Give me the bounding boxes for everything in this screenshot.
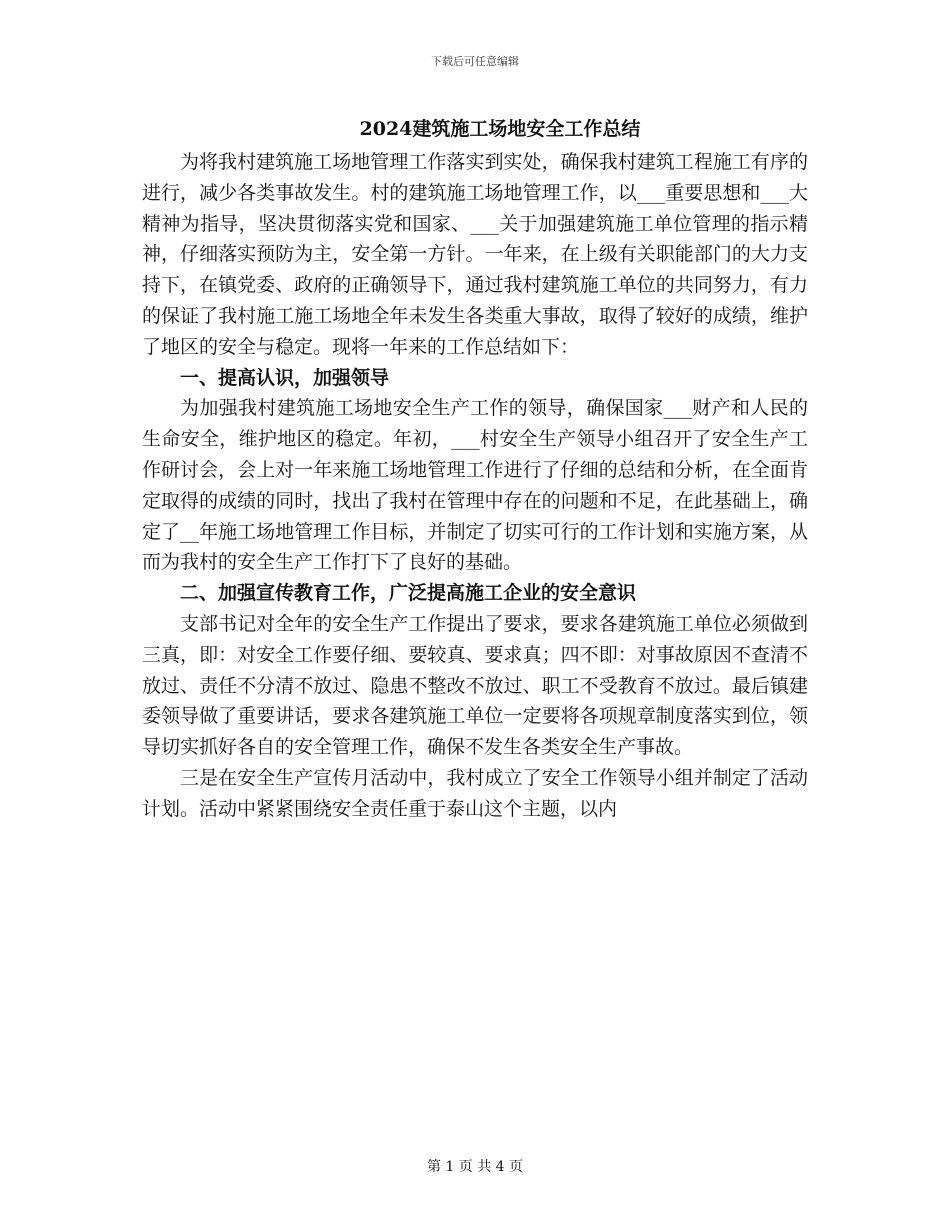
section-1-paragraph: 为加强我村建筑施工场地安全生产工作的领导，确保国家___财产和人民的生命安全，维护地区的稳定。年初，___村安全生产领导小组召开了安全生产工作研讨会，会上对一年来施工场地管理工作进行了仔细的总结和分析，在全面肯定取得的成绩的同时，找出了我村在管理中存在的问题和不足，在此基础上，确定了__年施工场地管理工作目标，并制定了切实可行的工作计划和实施方案，从而为我村的安全生产工作打下了良好的基础。 xyxy=(142,397,808,574)
section-2-heading: 二、加强宣传教育工作，广泛提高施工企业的安全意识 xyxy=(180,582,637,605)
header-note: 下载后可任意编辑 xyxy=(431,55,519,68)
section-2-paragraph: 支部书记对全年的安全生产工作提出了要求，要求各建筑施工单位必须做到三真，即：对安全工作要仔细、要较真、要求真；四不即：对事故原因不查清不放过、责任不分清不放过、隐患不整改不放过、职工不受教育不放过。最后镇建委领导做了重要讲话，要求各建筑施工单位一定要将各项规章制度落实到位，领导切实抓好各自的安全管理工作，确保不发生各类安全生产事故。 xyxy=(142,612,808,759)
document-body xyxy=(142,147,808,825)
page-footer: 第 1 页 共 4 页 xyxy=(426,1159,524,1175)
section-2-point-3-paragraph: 三是在安全生产宣传月活动中，我村成立了安全工作领导小组并制定了活动计划。活动中紧紧围绕安全责任重于泰山这个主题，以内 xyxy=(142,766,808,820)
section-1-heading: 一、提高认识，加强领导 xyxy=(180,366,390,389)
document-title: 2024建筑施工场地安全工作总结 xyxy=(359,118,641,140)
intro-paragraph: 为将我村建筑施工场地管理工作落实到实处，确保我村建筑工程施工有序的进行，减少各类事故发生。村的建筑施工场地管理工作，以___重要思想和___大精神为指导，坚决贯彻落实党和国家、___关于加强建筑施工单位管理的指示精神，仔细落实预防为主，安全第一方针。一年来，在上级有关职能部门的大力支持下，在镇党委、政府的正确领导下，通过我村建筑施工单位的共同努力，有力的保证了我村施工施工场地全年未发生各类重大事故，取得了较好的成绩，维护了地区的安全与稳定。现将一年来的工作总结如下： xyxy=(142,151,808,358)
